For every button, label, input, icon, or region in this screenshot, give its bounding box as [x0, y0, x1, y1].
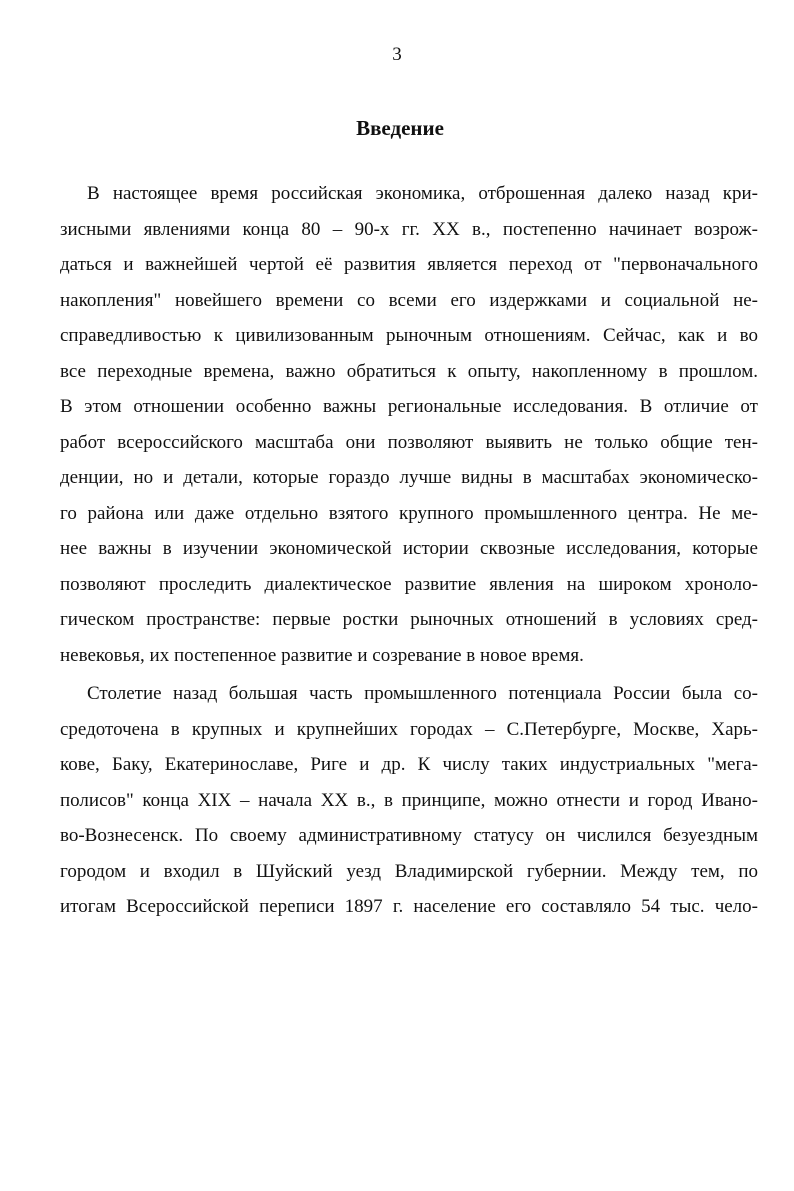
text-line: В настоящее время российская экономика, отброшенная далеко назад кри-: [87, 183, 758, 204]
text-line: го района или даже отдельно взятого крупного промышленного центра. Не ме-: [60, 502, 758, 524]
page-number: 3: [392, 44, 402, 65]
text-line: все переходные времена, важно обратиться к опыту, накопленному в прошлом.: [60, 360, 758, 382]
text-line: гическом пространстве: первые ростки рыночных отношений в условиях сред-: [60, 609, 758, 630]
text-line: городом и входил в Шуйский уезд Владимирской губернии. Между тем, по: [60, 860, 758, 882]
paragraph-1: [60, 176, 758, 673]
text-line: Столетие назад большая часть промышленного потенциала России была со-: [87, 683, 758, 704]
text-line: В этом отношении особенно важны региональные исследования. В отличие от: [60, 396, 758, 417]
text-line: кове, Баку, Екатеринославе, Риге и др. К числу таких индустриальных "мега-: [60, 754, 758, 775]
text-line: зисными явлениями конца 80 – 90-х гг. ХХ в., постепенно начинает возрож-: [60, 218, 758, 240]
section-heading: Введение: [356, 116, 444, 140]
text-line: работ всероссийского масштаба они позволяют выявить не только общие тен-: [60, 431, 758, 453]
text-line: итогам Всероссийской переписи 1897 г. население его составляло 54 тыс. чело-: [60, 896, 758, 917]
text-line: справедливостью к цивилизованным рыночным отношениям. Сейчас, как и во: [60, 325, 758, 346]
text-line: средоточена в крупных и крупнейших городах – С.Петербурге, Москве, Харь-: [60, 718, 758, 740]
text-line: денции, но и детали, которые гораздо лучше видны в масштабах экономическо-: [60, 467, 758, 488]
paragraph-2: [60, 676, 758, 925]
text-line: невековья, их постепенное развитие и созревание в новое время.: [60, 644, 584, 666]
text-line: накопления" новейшего времени со всеми его издержками и социальной не-: [60, 289, 758, 311]
text-line: полисов" конца XIX – начала XX в., в принципе, можно отнести и город Ивано-: [60, 789, 758, 811]
body-text: [60, 176, 758, 925]
text-line: нее важны в изучении экономической истории сквозные исследования, которые: [60, 538, 758, 559]
text-line: позволяют проследить диалектическое развитие явления на широком хроноло-: [60, 573, 758, 595]
text-line: во-Вознесенск. По своему административному статусу он числился безуездным: [60, 825, 758, 846]
text-line: даться и важнейшей чертой её развития является переход от "первоначального: [60, 254, 758, 275]
